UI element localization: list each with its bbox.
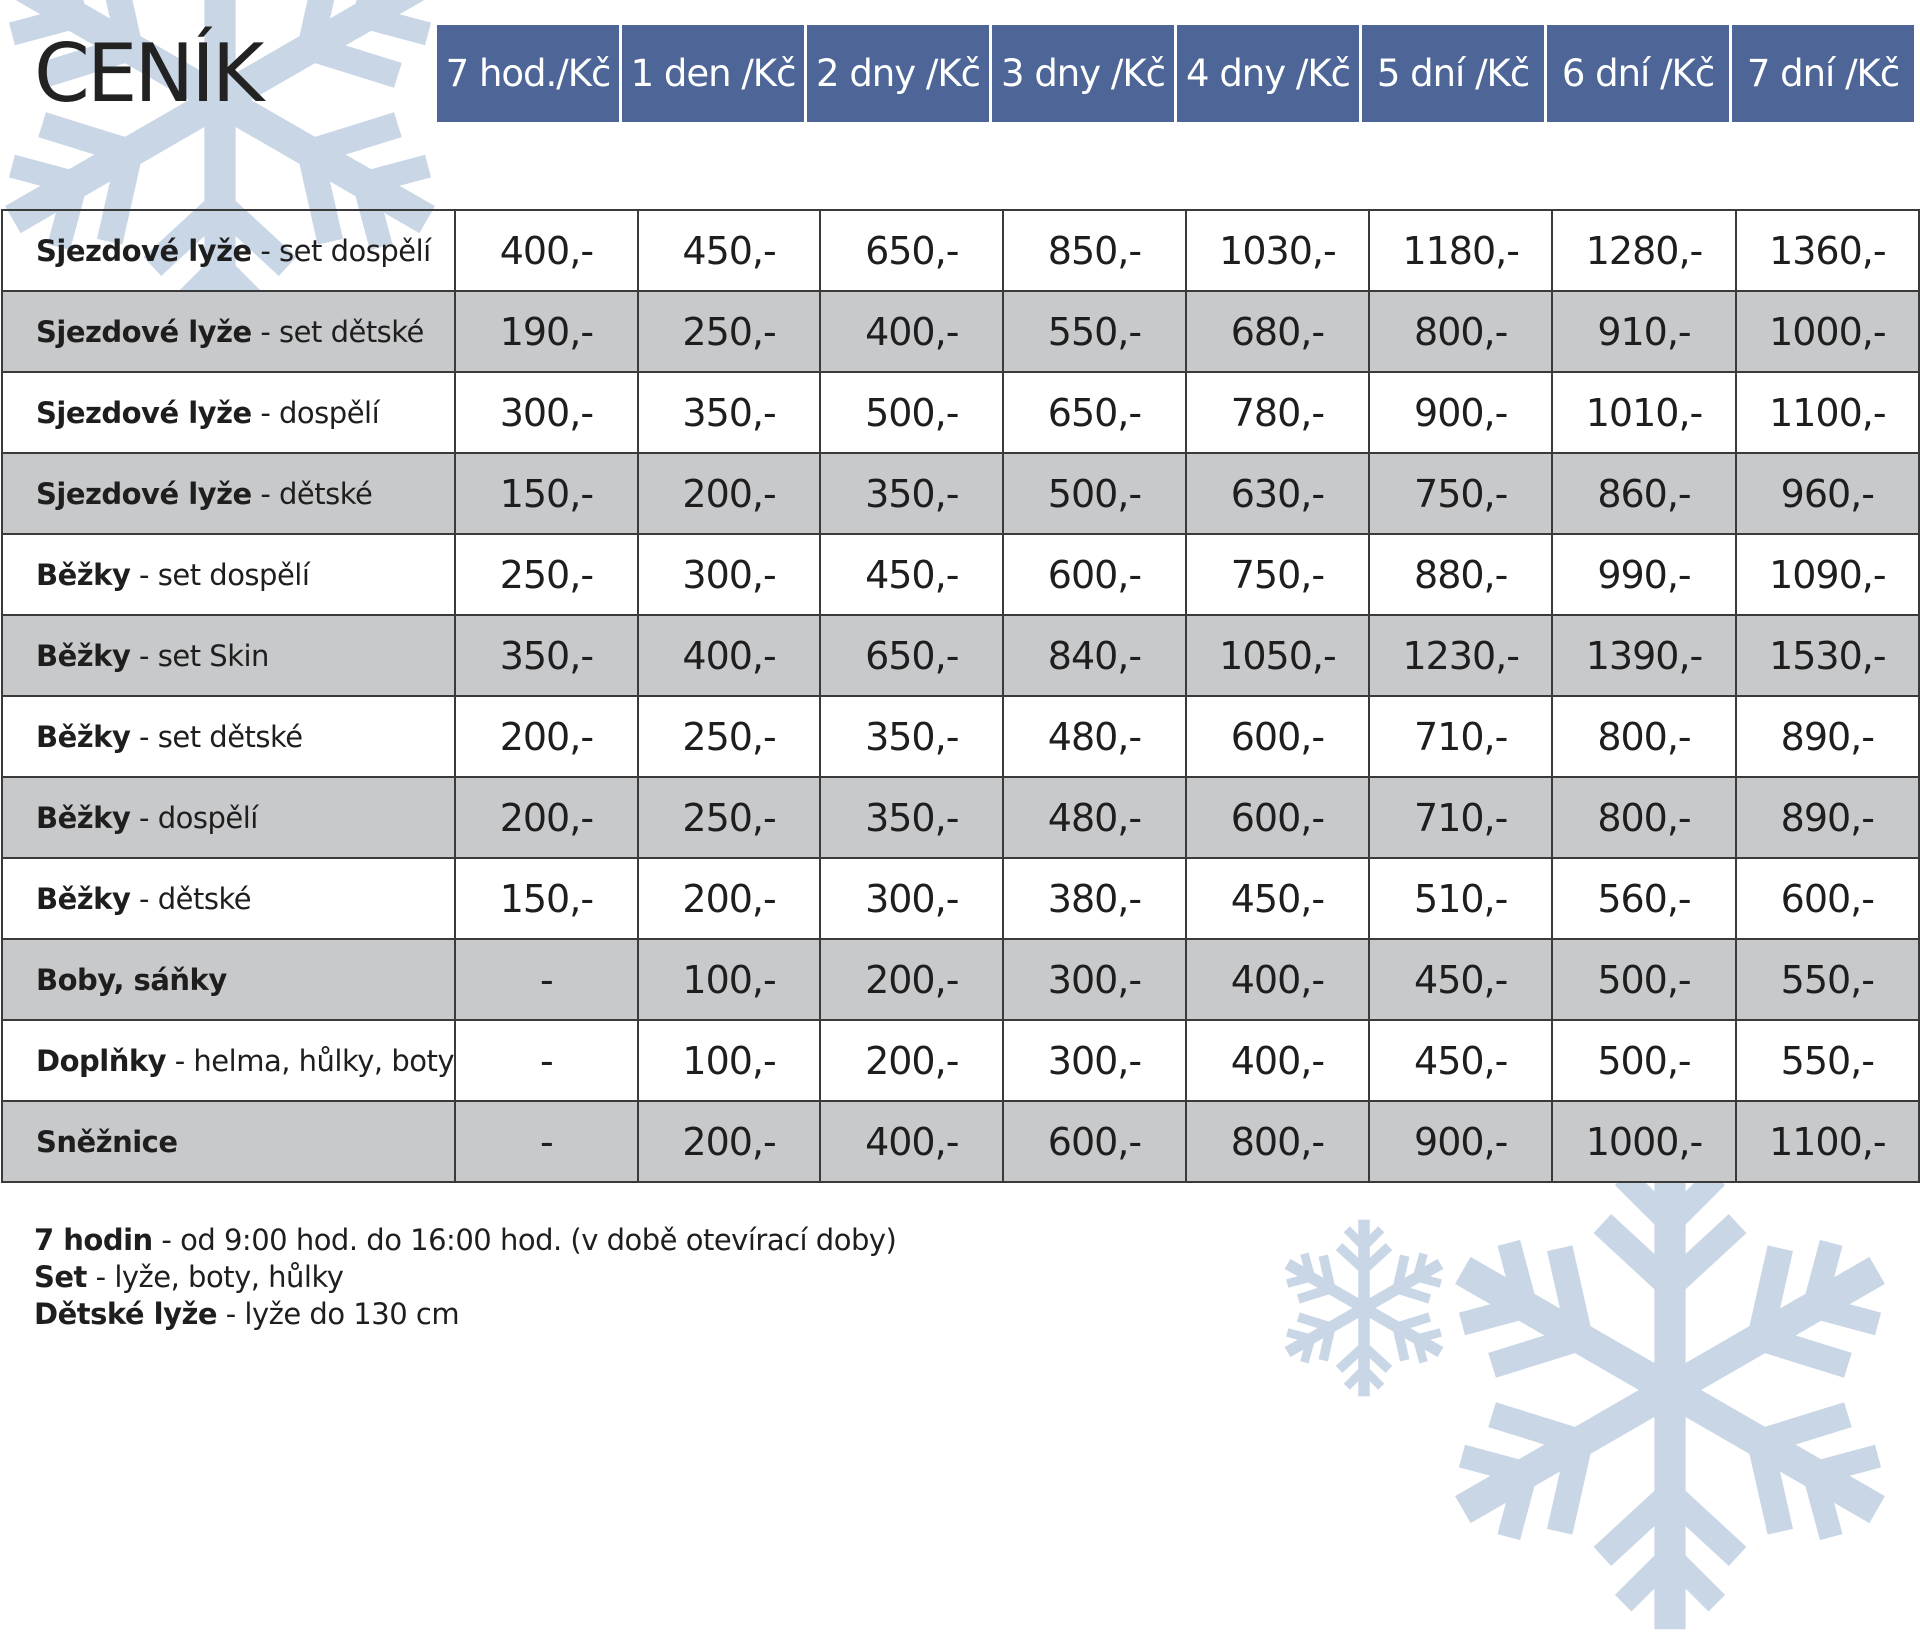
footnotes (34, 1222, 896, 1333)
price-cell: 600,- (1186, 696, 1369, 777)
item-name: Sjezdové lyže (36, 476, 252, 511)
column-header: 3 dny /Kč (992, 25, 1174, 122)
price-cell: 300,- (1003, 1020, 1186, 1101)
price-table (1, 209, 1920, 1183)
price-cell: 550,- (1736, 1020, 1919, 1101)
price-cell: - (455, 1101, 638, 1182)
price-cell: 1530,- (1736, 615, 1919, 696)
price-cell: 1000,- (1736, 291, 1919, 372)
price-cell: 510,- (1369, 858, 1552, 939)
price-cell: 350,- (820, 777, 1003, 858)
price-cell: - (455, 1020, 638, 1101)
price-cell: 300,- (638, 534, 821, 615)
item-detail: - set dospělí (130, 557, 310, 592)
price-cell: 710,- (1369, 696, 1552, 777)
footnote-text: - od 9:00 hod. do 16:00 hod. (v době otevírací doby) (152, 1223, 897, 1257)
page-title: CENÍK (34, 27, 262, 120)
footnote-text: - lyže, boty, hůlky (86, 1260, 344, 1294)
price-cell: 1010,- (1552, 372, 1735, 453)
column-header: 4 dny /Kč (1177, 25, 1359, 122)
price-cell: 960,- (1736, 453, 1919, 534)
row-label (2, 372, 455, 453)
table-row (2, 939, 1919, 1020)
price-cell: 380,- (1003, 858, 1186, 939)
item-name: Běžky (36, 800, 131, 835)
item-detail: - set Skin (130, 638, 269, 673)
column-header: 5 dní /Kč (1362, 25, 1544, 122)
item-name: Běžky (36, 638, 131, 673)
price-cell: 150,- (455, 858, 638, 939)
item-detail: - set dětské (130, 719, 303, 754)
footnote-term: Set (34, 1260, 87, 1294)
price-cell: 100,- (638, 939, 821, 1020)
price-cell: 200,- (820, 939, 1003, 1020)
price-cell: 600,- (1736, 858, 1919, 939)
row-label (2, 534, 455, 615)
price-cell: 600,- (1003, 1101, 1186, 1182)
price-cell: 900,- (1369, 1101, 1552, 1182)
item-name: Boby, sáňky (36, 962, 227, 997)
price-cell: 1230,- (1369, 615, 1552, 696)
price-cell: 500,- (1552, 939, 1735, 1020)
price-cell: 450,- (820, 534, 1003, 615)
price-cell: 850,- (1003, 210, 1186, 291)
price-cell: 880,- (1369, 534, 1552, 615)
price-cell: 560,- (1552, 858, 1735, 939)
item-detail: - dětské (130, 881, 252, 916)
price-cell: 500,- (1003, 453, 1186, 534)
price-cell: 450,- (638, 210, 821, 291)
snowflake-icon (1268, 1212, 1460, 1404)
price-cell: 630,- (1186, 453, 1369, 534)
item-detail: - dospělí (251, 395, 380, 430)
table-row (2, 858, 1919, 939)
price-cell: 600,- (1003, 534, 1186, 615)
price-cell: 400,- (1186, 1020, 1369, 1101)
price-cell: 1180,- (1369, 210, 1552, 291)
price-cell: 250,- (638, 777, 821, 858)
row-label (2, 858, 455, 939)
price-cell: 400,- (820, 291, 1003, 372)
row-label (2, 1101, 455, 1182)
column-header: 7 hod./Kč (437, 25, 619, 122)
price-cell: 1090,- (1736, 534, 1919, 615)
price-cell: 1030,- (1186, 210, 1369, 291)
column-header: 2 dny /Kč (807, 25, 989, 122)
price-cell: 710,- (1369, 777, 1552, 858)
table-row (2, 615, 1919, 696)
price-cell: 600,- (1186, 777, 1369, 858)
price-cell: 860,- (1552, 453, 1735, 534)
row-label (2, 777, 455, 858)
table-row (2, 291, 1919, 372)
price-cell: 200,- (638, 453, 821, 534)
item-detail: - dospělí (130, 800, 258, 835)
price-cell: 550,- (1736, 939, 1919, 1020)
footnote-term: 7 hodin (34, 1223, 153, 1257)
footnote (34, 1296, 896, 1333)
table-row (2, 372, 1919, 453)
price-cell: 400,- (455, 210, 638, 291)
price-cell: 900,- (1369, 372, 1552, 453)
price-cell: 550,- (1003, 291, 1186, 372)
footnote (34, 1222, 896, 1259)
price-cell: 890,- (1736, 777, 1919, 858)
row-label (2, 939, 455, 1020)
price-cell: 200,- (455, 777, 638, 858)
price-cell: 890,- (1736, 696, 1919, 777)
column-header: 1 den /Kč (622, 25, 804, 122)
price-cell: 780,- (1186, 372, 1369, 453)
price-cell: 200,- (820, 1020, 1003, 1101)
price-cell: 400,- (638, 615, 821, 696)
price-cell: 680,- (1186, 291, 1369, 372)
price-cell: 250,- (455, 534, 638, 615)
price-cell: 250,- (638, 696, 821, 777)
price-cell: 200,- (638, 1101, 821, 1182)
price-cell: 650,- (820, 615, 1003, 696)
table-row (2, 1020, 1919, 1101)
footnote-text: - lyže do 130 cm (217, 1297, 460, 1331)
item-name: Běžky (36, 557, 131, 592)
item-name: Sjezdové lyže (36, 314, 252, 349)
price-cell: 400,- (820, 1101, 1003, 1182)
footnote-term: Dětské lyže (34, 1297, 218, 1331)
price-cell: 450,- (1369, 939, 1552, 1020)
price-cell: 800,- (1369, 291, 1552, 372)
row-label (2, 291, 455, 372)
item-name: Sněžnice (36, 1124, 178, 1159)
table-row (2, 210, 1919, 291)
price-cell: 250,- (638, 291, 821, 372)
price-cell: 400,- (1186, 939, 1369, 1020)
price-cell: 650,- (820, 210, 1003, 291)
item-name: Doplňky (36, 1043, 167, 1078)
column-header: 7 dní /Kč (1732, 25, 1914, 122)
price-cell: 300,- (455, 372, 638, 453)
table-row (2, 453, 1919, 534)
price-cell: 800,- (1552, 777, 1735, 858)
price-cell: 990,- (1552, 534, 1735, 615)
price-cell: 650,- (1003, 372, 1186, 453)
price-cell: 1390,- (1552, 615, 1735, 696)
price-cell: 300,- (820, 858, 1003, 939)
item-detail: - dětské (251, 476, 373, 511)
item-name: Sjezdové lyže (36, 233, 252, 268)
price-cell: 1100,- (1736, 1101, 1919, 1182)
price-cell: 500,- (820, 372, 1003, 453)
item-detail: - set dospělí (251, 233, 431, 268)
price-cell: 1050,- (1186, 615, 1369, 696)
price-cell: 800,- (1552, 696, 1735, 777)
price-cell: 1100,- (1736, 372, 1919, 453)
price-cell: 190,- (455, 291, 638, 372)
item-detail: - helma, hůlky, boty (166, 1043, 455, 1078)
price-cell: 1000,- (1552, 1101, 1735, 1182)
price-cell: 450,- (1186, 858, 1369, 939)
price-cell: 300,- (1003, 939, 1186, 1020)
price-cell: 100,- (638, 1020, 821, 1101)
price-cell: - (455, 939, 638, 1020)
price-cell: 500,- (1552, 1020, 1735, 1101)
price-cell: 350,- (820, 696, 1003, 777)
item-name: Běžky (36, 719, 131, 754)
table-row (2, 1101, 1919, 1182)
price-cell: 150,- (455, 453, 638, 534)
price-cell: 480,- (1003, 777, 1186, 858)
price-cell: 840,- (1003, 615, 1186, 696)
price-cell: 750,- (1186, 534, 1369, 615)
price-cell: 800,- (1186, 1101, 1369, 1182)
price-cell: 200,- (455, 696, 638, 777)
table-row (2, 696, 1919, 777)
price-cell: 480,- (1003, 696, 1186, 777)
item-detail: - set dětské (251, 314, 424, 349)
footnote (34, 1259, 896, 1296)
price-cell: 350,- (455, 615, 638, 696)
row-label (2, 1020, 455, 1101)
price-cell: 910,- (1552, 291, 1735, 372)
price-cell: 1280,- (1552, 210, 1735, 291)
row-label (2, 615, 455, 696)
row-label (2, 696, 455, 777)
snowflake-icon (1410, 1130, 1920, 1650)
row-label (2, 453, 455, 534)
item-name: Sjezdové lyže (36, 395, 252, 430)
table-row (2, 534, 1919, 615)
column-header: 6 dní /Kč (1547, 25, 1729, 122)
price-cell: 1360,- (1736, 210, 1919, 291)
row-label (2, 210, 455, 291)
item-name: Běžky (36, 881, 131, 916)
price-cell: 450,- (1369, 1020, 1552, 1101)
price-cell: 750,- (1369, 453, 1552, 534)
price-cell: 350,- (638, 372, 821, 453)
price-cell: 200,- (638, 858, 821, 939)
table-row (2, 777, 1919, 858)
price-cell: 350,- (820, 453, 1003, 534)
